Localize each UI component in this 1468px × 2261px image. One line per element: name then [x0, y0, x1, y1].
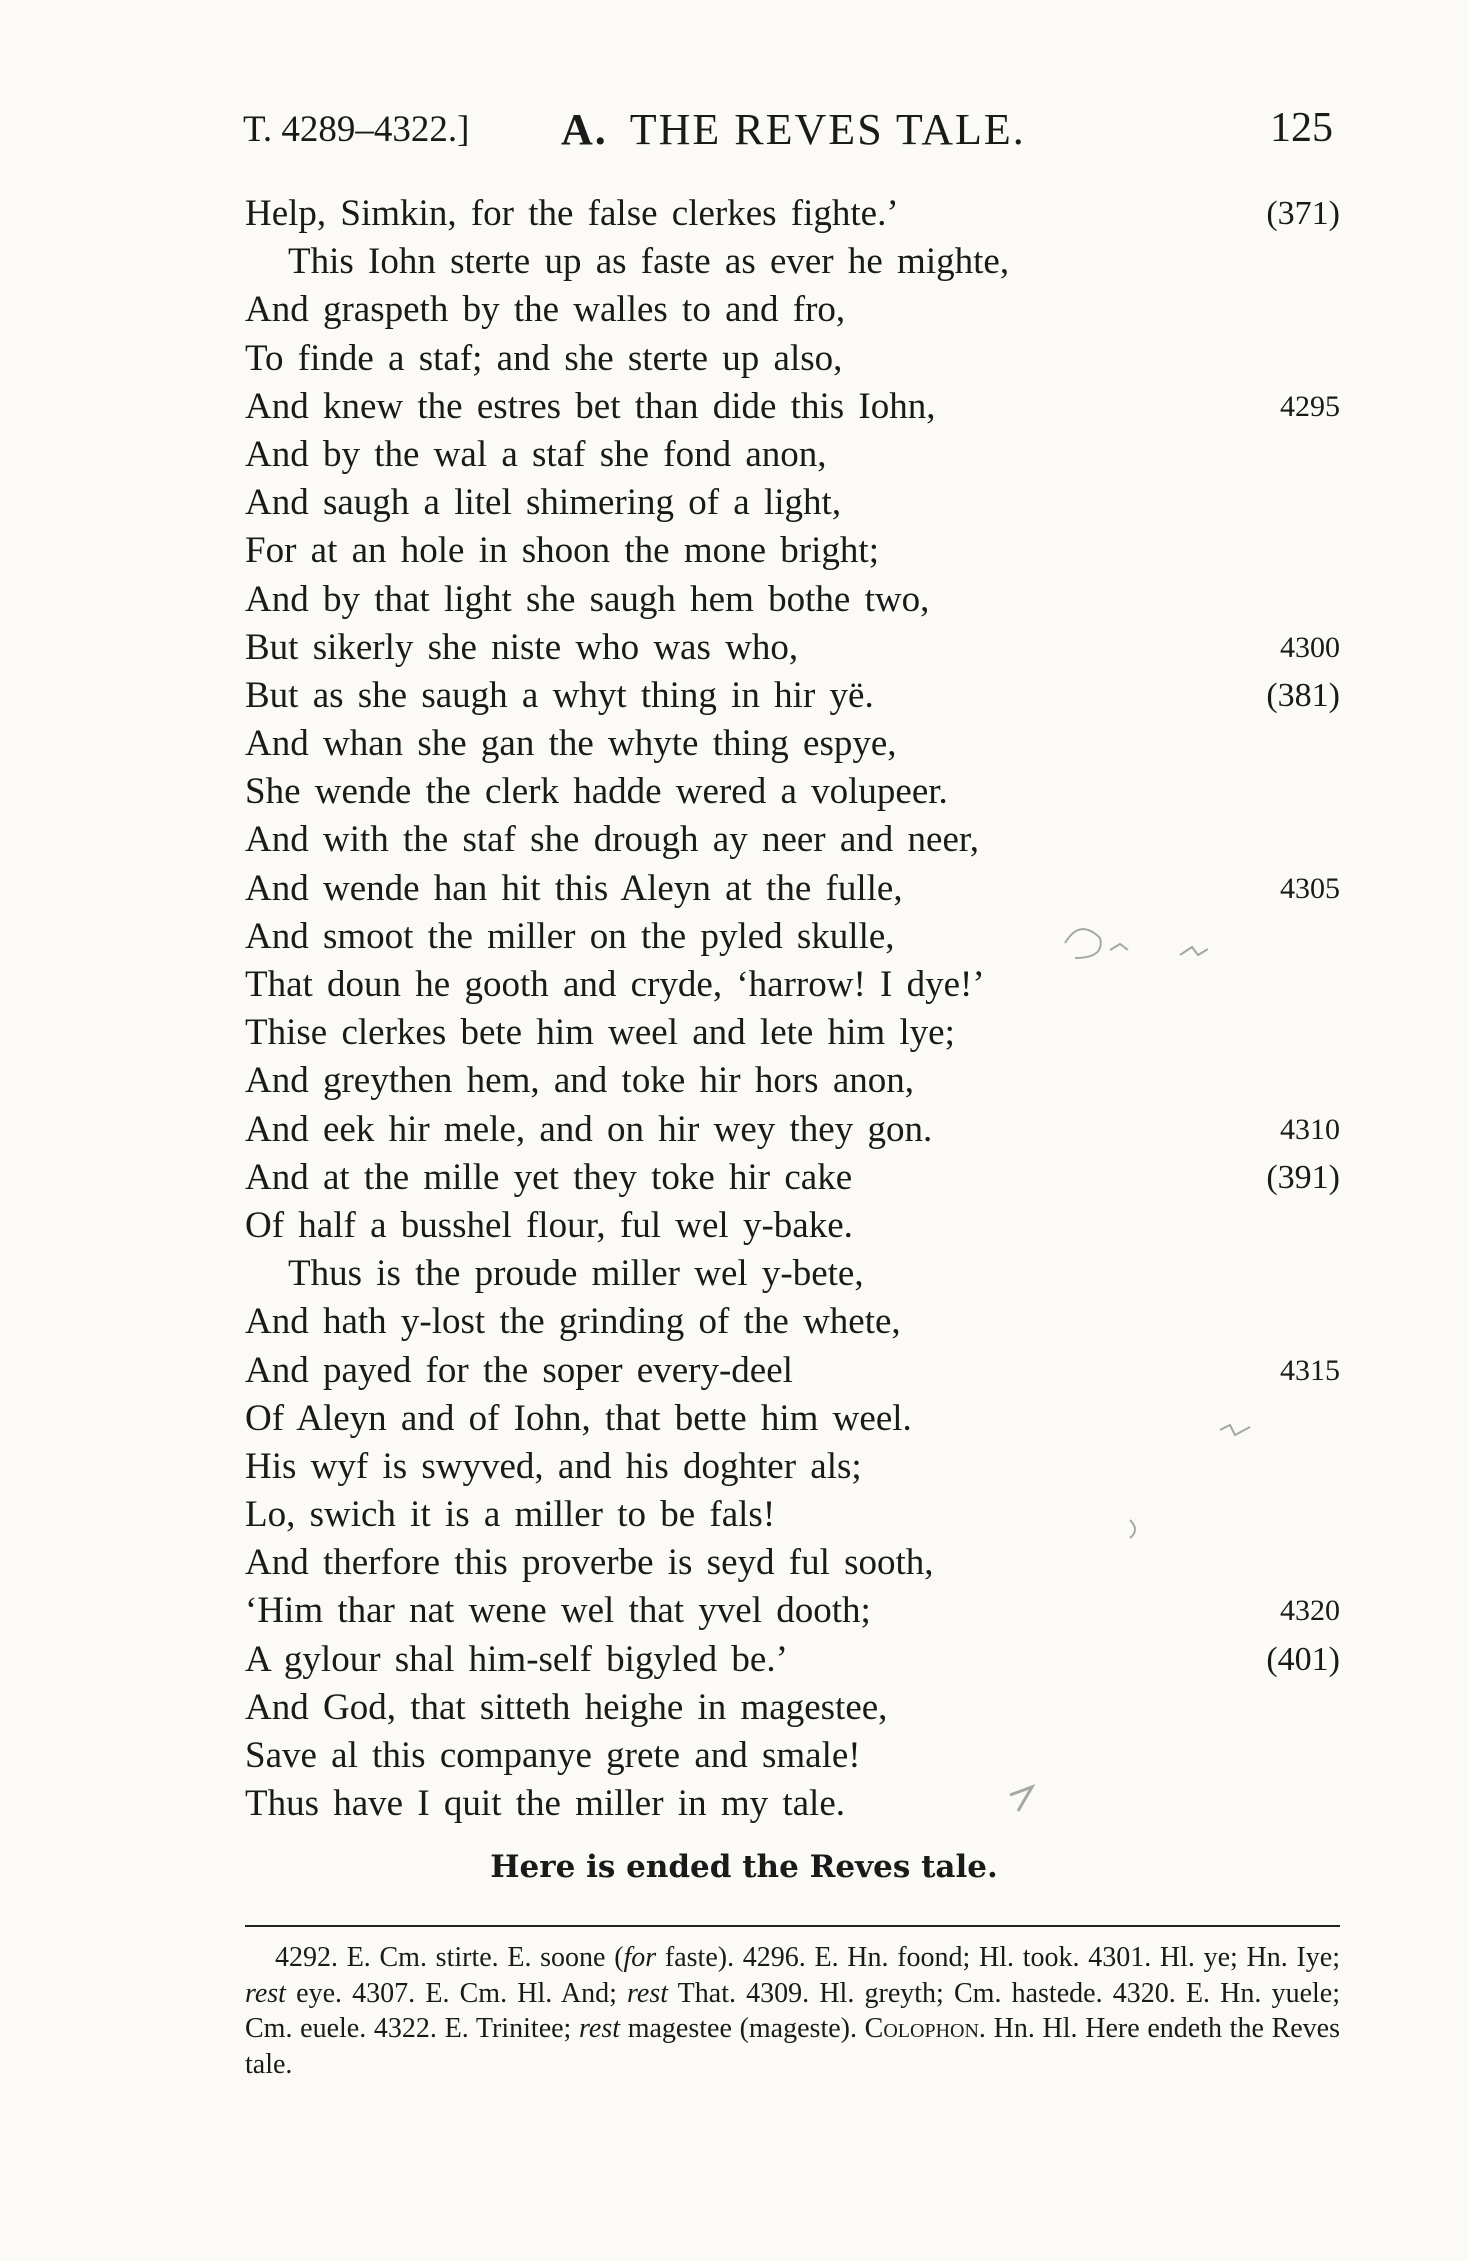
line-number: 4300: [1280, 630, 1340, 664]
line-number: 4295: [1280, 389, 1340, 423]
note-text: 4292. E. Cm. stirte. E. soone (: [275, 1942, 624, 1973]
poem-line: [245, 1202, 1340, 1250]
poem-line: [245, 383, 1340, 431]
poem-line: [245, 1732, 1340, 1780]
poem-line-text: And by that light she saugh hem bothe two,: [245, 578, 930, 620]
poem-line: [245, 672, 1340, 720]
poem-line-text: And God, that sitteth heighe in magestee,: [245, 1686, 888, 1728]
poem-line: [245, 624, 1340, 672]
poem-line-text: And eek hir mele, and on hir wey they gon.: [245, 1108, 933, 1150]
poem-line-text: And with the staf she drough ay neer and neer,: [245, 819, 979, 861]
colophon: Here is ended the Reves tale.: [490, 1849, 998, 1885]
running-header: [243, 105, 1333, 158]
line-number: 4320: [1280, 1594, 1340, 1628]
poem-line: [245, 865, 1340, 913]
poem-line: [245, 961, 1340, 1009]
poem-line: [245, 1443, 1340, 1491]
note-text: eye. 4307. E. Cm. Hl. And;: [285, 1977, 628, 2009]
poem-line-text: Thus have I quit the miller in my tale.: [245, 1783, 846, 1825]
poem-line-text: And graspeth by the walles to and fro,: [245, 289, 846, 331]
poem-line-text: Thise clerkes bete him weel and lete him lye;: [245, 1012, 955, 1054]
note-text: That. 4309. Hl. greyth; Cm. hastede. 4320. E. Hn. yuele; Cm. euele. 4322. E. Trinitee;: [245, 1977, 1340, 2044]
note-text: Hn. Hl. Here endeth the Reves tale.: [245, 2013, 1341, 2080]
poem-line-text: ‘Him thar nat wene wel that yvel dooth;: [245, 1590, 871, 1632]
poem-line: [245, 576, 1340, 624]
header-title-text: THE REVES TALE.: [629, 105, 1026, 154]
poem-line-text: Save al this companye grete and smale!: [245, 1735, 861, 1776]
footnotes: [245, 1940, 1340, 2082]
poem-line: [245, 1636, 1340, 1684]
poem-line-text: And payed for the soper every-deel: [245, 1349, 793, 1391]
header-section: A.: [561, 105, 608, 154]
poem-line-text: Of Aleyn and of Iohn, that bette him weel.: [245, 1397, 912, 1439]
poem-line: [245, 479, 1340, 527]
poem-line: [245, 335, 1340, 383]
poem-line-text: And hath y-lost the grinding of the whete,: [245, 1301, 901, 1343]
poem-line-text: For at an hole in shoon the mone bright;: [245, 530, 879, 572]
poem-line-text: And wende han hit this Aleyn at the fulle,: [245, 867, 903, 909]
poem-line-text: And saugh a litel shimering of a light,: [245, 482, 842, 524]
poem-line: [245, 1780, 1340, 1828]
poem-line: [245, 1250, 1340, 1298]
header-line-range: T. 4289–4322.]: [243, 109, 470, 150]
footnote-rule: [245, 1925, 1340, 1927]
poem-line: [245, 720, 1340, 768]
poem-line: [245, 1347, 1340, 1395]
poem-line: [245, 1491, 1340, 1539]
poem-text: [245, 190, 1340, 1828]
poem-line: [245, 1298, 1340, 1346]
note-italic: rest: [245, 1977, 286, 2009]
note-italic: rest: [579, 2013, 621, 2044]
poem-line-text: And therfore this proverbe is seyd ful sooth,: [245, 1542, 934, 1584]
poem-line-text: And smoot the miller on the pyled skulle,: [245, 915, 895, 957]
poem-line: [245, 1539, 1340, 1587]
line-number: (401): [1266, 1640, 1340, 1678]
poem-line: [245, 1154, 1340, 1202]
poem-line-text: Of half a busshel flour, ful wel y-bake.: [245, 1204, 853, 1246]
poem-line: [245, 1106, 1340, 1154]
poem-line: [245, 913, 1340, 961]
poem-line-text: But as she saugh a whyt thing in hir yë.: [245, 674, 874, 716]
poem-line-text: And knew the estres bet than dide this Iohn,: [245, 385, 936, 427]
footnote-paragraph: [245, 1940, 1340, 2082]
poem-line: [245, 1587, 1340, 1635]
line-number: 4305: [1280, 871, 1340, 905]
line-number: (391): [1266, 1158, 1340, 1196]
poem-line-text: And by the wal a staf she fond anon,: [245, 433, 827, 475]
poem-line: [245, 1395, 1340, 1443]
line-number: (381): [1266, 676, 1340, 714]
poem-line-text: A gylour shal him-self bigyled be.’: [245, 1638, 788, 1680]
poem-line: [245, 1009, 1340, 1057]
poem-line: [245, 1684, 1340, 1732]
poem-line: [245, 816, 1340, 864]
note-text: faste). 4296. E. Hn. foond; Hl. took. 4301. Hl. ye; Hn. Iye;: [656, 1942, 1340, 1973]
line-number: 4315: [1280, 1353, 1340, 1387]
poem-line-text: Thus is the proude miller wel y-bete,: [288, 1253, 864, 1295]
poem-line-text: His wyf is swyved, and his doghter als;: [245, 1445, 862, 1487]
header-title: [561, 104, 1026, 155]
poem-line: [245, 286, 1340, 334]
note-italic: rest: [627, 1977, 669, 2009]
poem-line-text: And whan she gan the whyte thing espye,: [245, 723, 897, 765]
poem-line: [245, 768, 1340, 816]
poem-line: [245, 1057, 1340, 1105]
poem-line: [245, 527, 1340, 575]
poem-line: [245, 190, 1340, 238]
note-colophon-label: Colophon.: [864, 2013, 986, 2044]
poem-line-text: She wende the clerk hadde wered a volupeer.: [245, 771, 948, 813]
line-number: (371): [1266, 195, 1340, 232]
poem-line-text: And at the mille yet they toke hir cake: [245, 1156, 853, 1198]
poem-line-text: To finde a staf; and she sterte up also,: [245, 337, 843, 379]
page-number: 125: [1270, 105, 1333, 151]
poem-line-text: Help, Simkin, for the false clerkes fighte.’: [245, 193, 899, 234]
poem-line-text: Lo, swich it is a miller to be fals!: [245, 1494, 776, 1536]
poem-line-text: This Iohn sterte up as faste as ever he mighte,: [288, 241, 1010, 283]
poem-line: [245, 431, 1340, 479]
line-number: 4310: [1280, 1112, 1340, 1146]
note-italic: for: [623, 1942, 657, 1973]
note-text: magestee (mageste).: [620, 2013, 865, 2044]
poem-line-text: But sikerly she niste who was who,: [245, 626, 799, 668]
poem-line-text: And greythen hem, and toke hir hors anon,: [245, 1060, 914, 1102]
poem-line-text: That doun he gooth and cryde, ‘harrow! I dye!’: [245, 964, 985, 1005]
poem-line: [245, 238, 1340, 286]
